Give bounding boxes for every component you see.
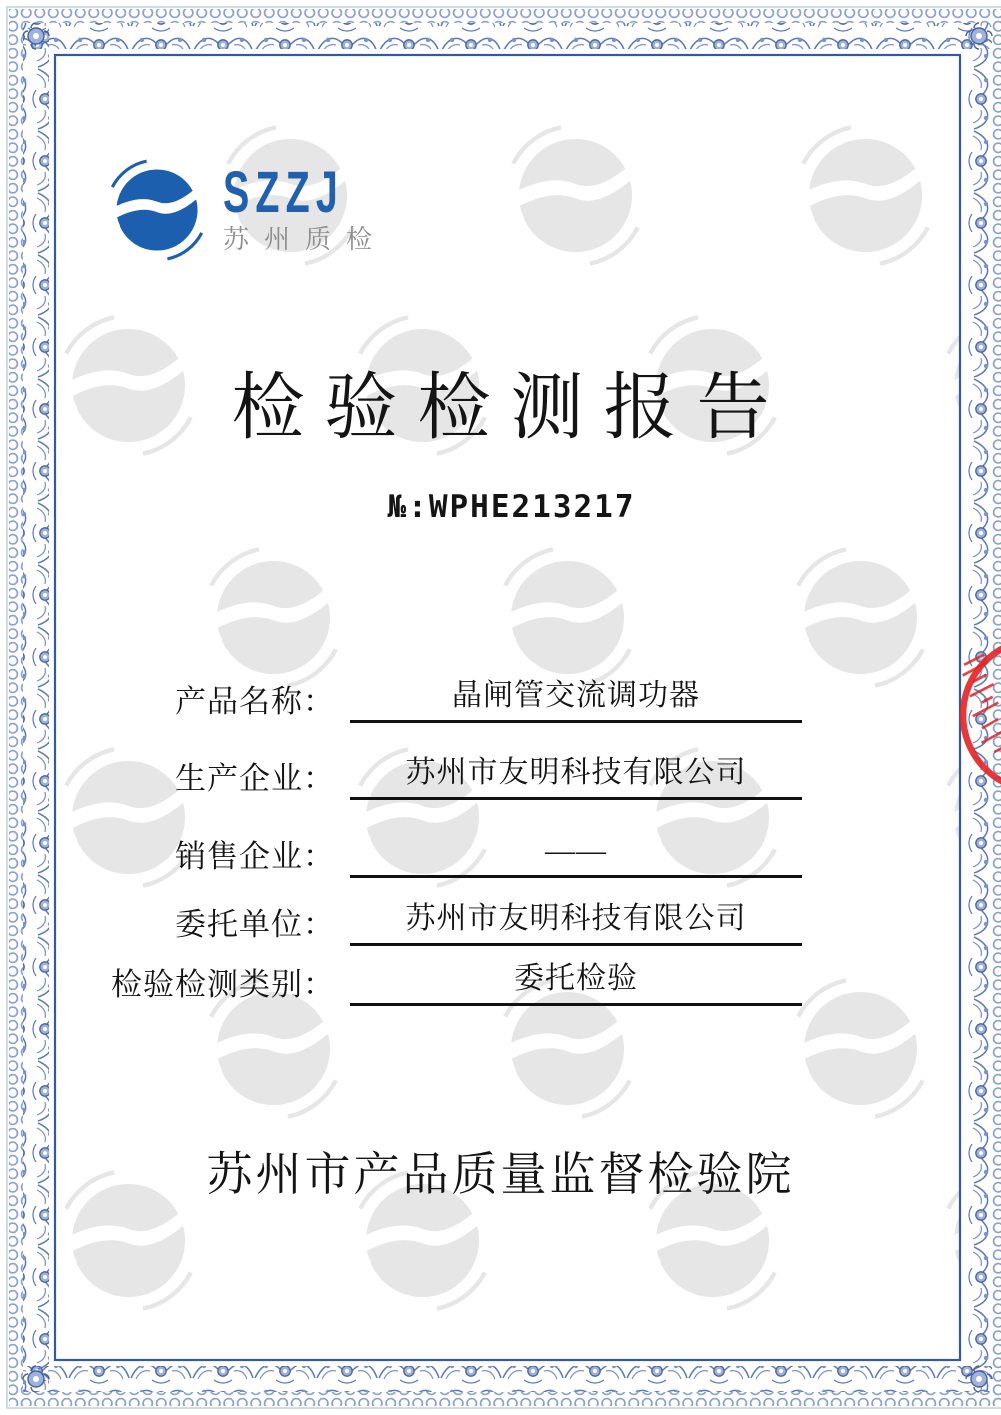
field-inspection-type [0,958,1001,1006]
report-title: 检验检测报告 [231,367,790,448]
logo-acronym: SZZJ [223,160,344,225]
field-label: 委托单位： [175,907,335,942]
field-label: 产品名称： [175,684,335,719]
logo-chinese-name: 苏州质检 [223,224,388,254]
field-value: 委托检验 [350,964,802,1006]
institute-name: 苏州市产品质量监督检验院 [206,1149,795,1200]
field-commissioning-unit [0,898,1001,946]
field-label: 生产企业： [175,761,335,796]
field-value: 苏州市友明科技有限公司 [350,904,802,946]
report-number-value: WPHE213217 [428,489,636,525]
field-value: —— [350,836,802,878]
field-value: 晶闸管交流调功器 [350,681,802,723]
field-label: 检验检测类别： [111,967,335,1002]
field-product-name [0,675,1001,723]
globe-logo-icon [105,158,209,262]
red-stamp-partial [955,630,1001,805]
report-number-label: №: [387,489,429,525]
field-seller [0,830,1001,878]
field-value: 苏州市友明科技有限公司 [350,758,802,800]
report-number [0,489,1001,525]
org-logo [105,152,395,262]
field-label: 销售企业： [175,839,335,874]
field-manufacturer [0,752,1001,800]
